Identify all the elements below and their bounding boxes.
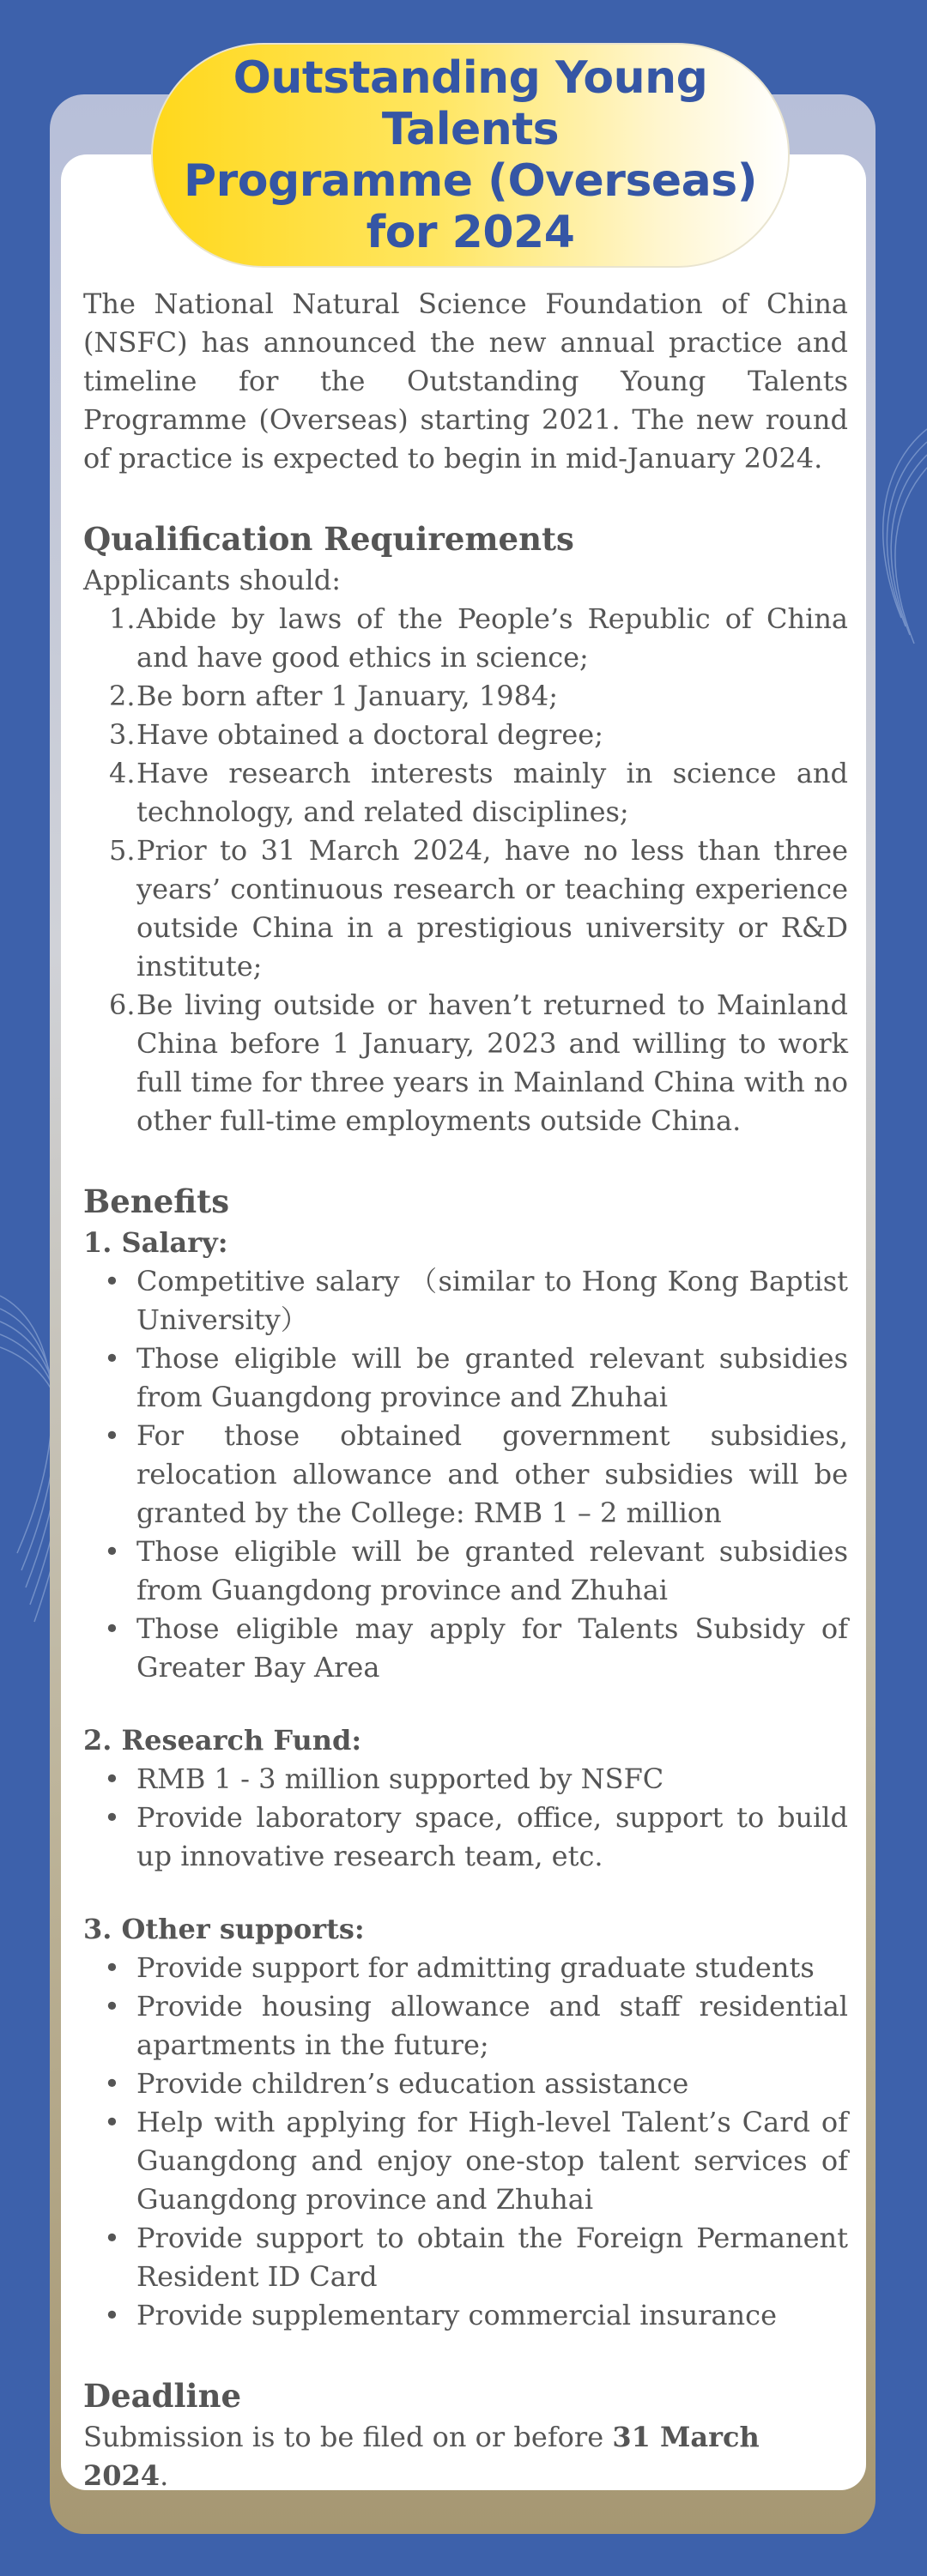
list-item: • Help with applying for High-level Talent’s Card of Guangdong and enjoy one-stop talent services of Guangdong province and Zhuhai (83, 2103, 848, 2219)
list-item: • RMB 1 - 3 million supported by NSFC (83, 1760, 848, 1799)
list-item: 5. Prior to 31 March 2024, have no less than three years’ continuous research or teaching experience outside China in a prestigious university or R&D institute; (109, 834, 848, 983)
bullet-icon: • (104, 2222, 120, 2254)
bullet-icon: • (104, 2299, 120, 2331)
bullet-icon: • (104, 1342, 120, 1375)
list-item: • Provide laboratory space, office, support to build up innovative research team, etc. (83, 1799, 848, 1876)
salary-list (83, 1262, 848, 1687)
list-item: • Provide housing allowance and staff residential apartments in the future; (83, 1987, 848, 2065)
list-item: • Provide support for admitting graduate students (83, 1949, 848, 1987)
intro-paragraph: The National Natural Science Foundation of China (NSFC) has announced the new annual practice and timeline for the Outstanding Young Talents Programme (Overseas) starting 2021. The new round of practice is expected to begin in mid-January 2024. (83, 287, 848, 475)
benefits-heading: Benefits (83, 1182, 230, 1220)
qualification-list (83, 600, 848, 1140)
other-supports-heading: 3. Other supports: (83, 1913, 365, 1945)
qualification-lead: Applicants should: (83, 564, 342, 596)
salary-heading: 1. Salary: (83, 1226, 228, 1259)
list-item: 3. Have obtained a doctoral degree; (109, 718, 603, 751)
title-line-3: for 2024 (366, 207, 575, 258)
list-item: • Provide support to obtain the Foreign Permanent Resident ID Card (83, 2219, 848, 2296)
bullet-icon: • (104, 2106, 120, 2138)
list-item: • Those eligible will be granted relevant subsidies from Guangdong province and Zhuhai (83, 1339, 848, 1417)
research-fund-list (83, 1760, 848, 1876)
research-fund-heading: 2. Research Fund: (83, 1724, 362, 1757)
deadline-date: 31 March 2024 (83, 2421, 760, 2492)
bullet-icon: • (104, 1763, 120, 1795)
list-item: • Competitive salary （similar to Hong Kong Baptist University） (83, 1262, 848, 1339)
deadline-heading: Deadline (83, 2377, 242, 2415)
bullet-icon: • (104, 1419, 120, 1452)
bullet-icon: • (104, 2067, 120, 2100)
deadline-text: Submission is to be filed on or before 31 March 2024. (83, 2421, 760, 2492)
bullet-icon: • (104, 1535, 120, 1568)
other-supports-list (83, 1949, 848, 2335)
list-item: 6. Be living outside or haven’t returned to Mainland China before 1 January, 2023 and willing to work full time for three years in Mainland China with no other full-time employments outside China. (109, 989, 848, 1137)
list-item: • Provide children’s education assistance (83, 2065, 848, 2103)
title-banner (151, 43, 790, 268)
bullet-icon: • (104, 1990, 120, 2023)
list-item: • Those eligible may apply for Talents Subsidy of Greater Bay Area (83, 1610, 848, 1687)
title-line-2: Programme (Overseas) (184, 155, 757, 207)
bullet-icon: • (104, 1265, 120, 1297)
list-item: 2. Be born after 1 January, 1984; (109, 680, 559, 712)
list-item: • For those obtained government subsidies, relocation allowance and other subsidies will be granted by the College: RMB 1 – 2 million (83, 1417, 848, 1533)
article-body (83, 285, 848, 2495)
deadline-section (83, 2373, 848, 2495)
bullet-icon: • (104, 1951, 120, 1984)
list-item: 1. Abide by laws of the People’s Republic of China and have good ethics in science; (109, 602, 848, 674)
bullet-icon: • (104, 1801, 120, 1834)
bullet-icon: • (104, 1612, 120, 1645)
list-item: • Provide supplementary commercial insurance (83, 2296, 848, 2335)
page-title (153, 52, 788, 258)
list-item: • Those eligible will be granted relevant subsidies from Guangdong province and Zhuhai (83, 1533, 848, 1610)
benefits-section (83, 1179, 848, 2335)
qualification-section (83, 517, 848, 1140)
list-item: 4. Have research interests mainly in science and technology, and related disciplines; (109, 757, 848, 828)
title-line-1: Outstanding Young Talents (233, 52, 708, 155)
qualification-heading: Qualification Requirements (83, 520, 574, 558)
